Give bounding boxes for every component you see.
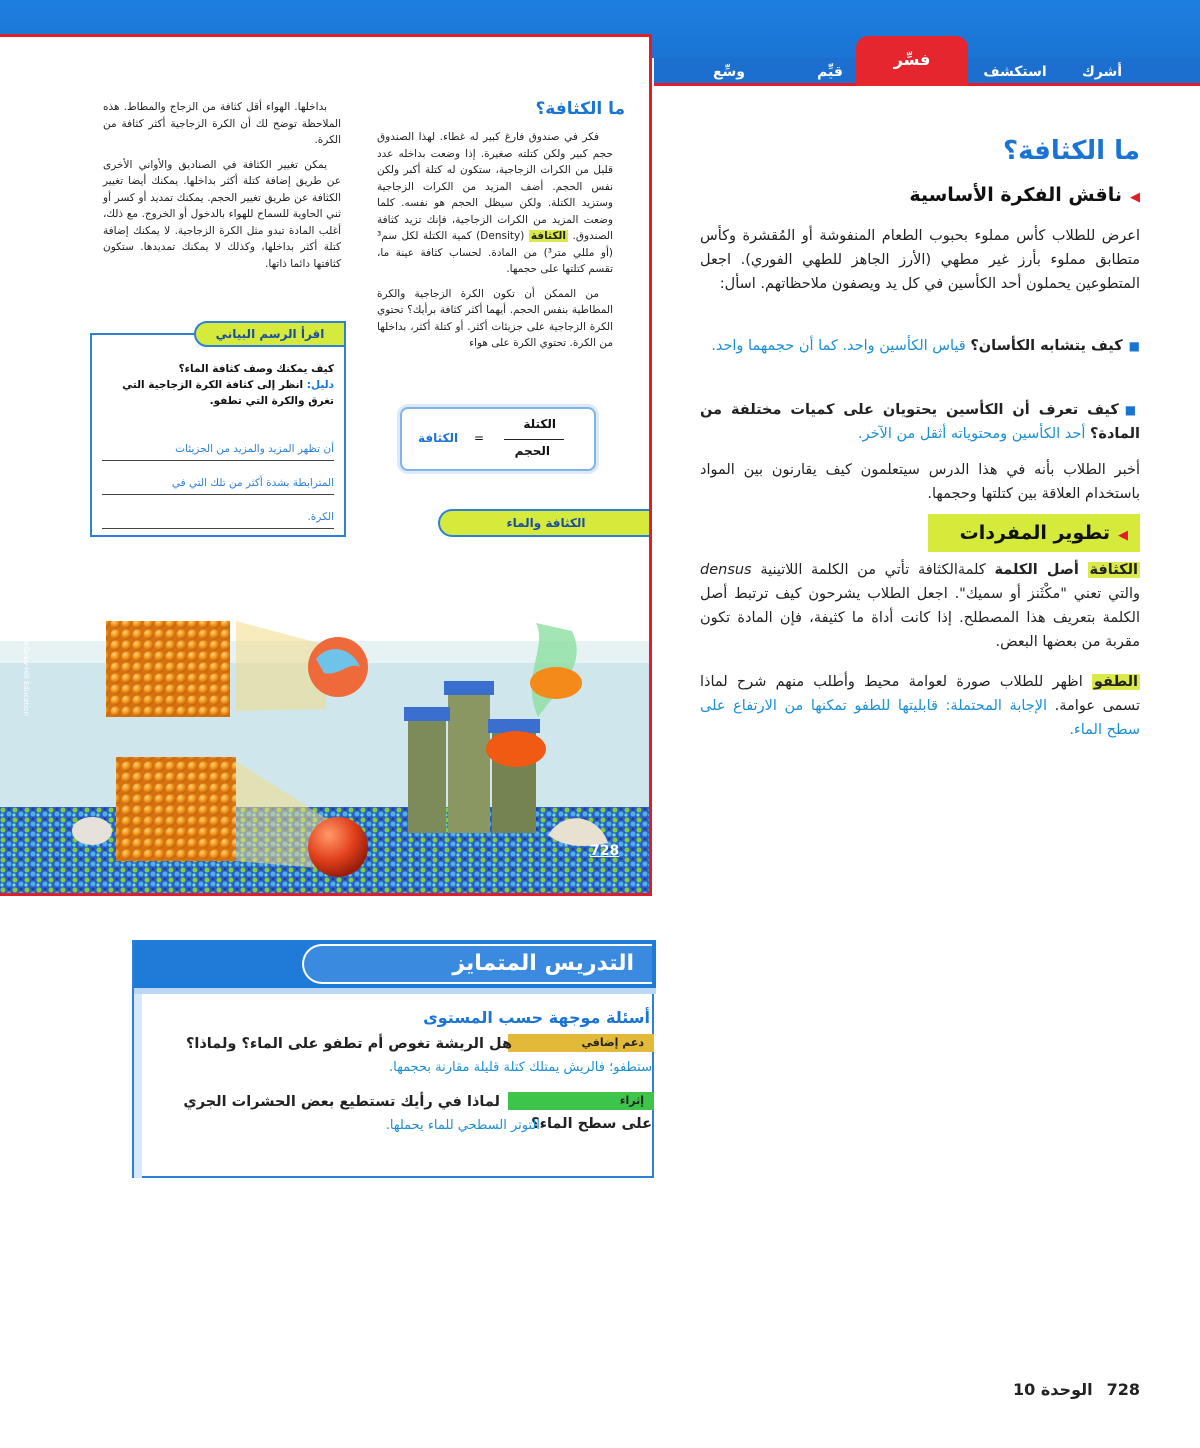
vocab-paragraph	[700, 558, 1140, 654]
answer-line-2: المترابطة بشدة أكثر من تلك التي في	[102, 477, 334, 495]
graph-hint-text: انظر إلى كثافة الكرة الزجاجية التي تغرق والكرة التي تطفو.	[122, 379, 334, 407]
density-formula	[400, 407, 596, 471]
triangle-marker-icon: ◀	[1118, 528, 1128, 543]
latin-word: densus	[700, 562, 752, 578]
di-strip	[134, 988, 656, 994]
density-intro-text: فكر في صندوق فارغ كبير له غطاء. لهذا الصندوق حجم كبير ولكن كتلته صغيرة. إذا وضعت بداخله عدد قليل من الكرات الزجاجية، ستكون له كتلة أكبر ولكن نفس الحجم. أضف المزيد من الكرات الزجاجية وستزيد الكتلة. ولكن سيظل الحجم هو نفسه. كلما وضعت المزيد من الكرات الزجاجية، فإنك تزيد كثافة الصندوق.	[377, 131, 613, 242]
tab-engage[interactable]: أشرك	[1081, 64, 1123, 80]
di-title: التدريس المتمايز	[302, 944, 652, 984]
castle-roof-left	[404, 707, 450, 721]
castle-tower-center	[448, 691, 490, 833]
vocab-text-1: كلمةالكثافة تأتي من الكلمة اللاتينية	[760, 562, 986, 578]
castle-roof-right	[488, 719, 540, 733]
student-page-number: 728	[590, 843, 620, 859]
page-footer	[1013, 1380, 1140, 1399]
di-answer-2: التوتر السطحي للماء يحملها.	[385, 1118, 540, 1133]
word-origin-label: أصل الكلمة	[994, 562, 1079, 578]
question-2	[700, 398, 1140, 446]
answer-1: قياس الكأسين واحد. كما أن حجمهما واحد.	[711, 338, 966, 354]
di-answer-1: ستطفو؛ فالريش يمتلك كتلة قليلة مقارنة بحجمها.	[389, 1060, 652, 1075]
vocab-term: الكثافة	[1089, 562, 1139, 578]
loose-particles-cube	[106, 621, 230, 717]
vocab-heading	[928, 514, 1140, 552]
buoyancy-paragraph	[700, 670, 1140, 742]
level-tag-support: دعم إضافي	[508, 1034, 654, 1052]
fraction-bar	[504, 439, 564, 440]
answer-line-1: أن تظهر المزيد والمزيد من الجزيئات	[102, 443, 334, 461]
answer-2: أحد الكأسين ومحتوياته أثقل من الآخر.	[857, 426, 1086, 442]
buoyancy-text: اظهر للطلاب صورة لعوامة محيط وأطلب منهم شرح لماذا تسمى عوامة.	[700, 674, 1141, 714]
dense-particles-cube	[116, 757, 236, 861]
student-page-title: ما الكثافة؟	[535, 99, 625, 119]
question-2-text: كيف تعرف أن الكأسين يحتويان على كميات مختلفة من المادة؟	[700, 402, 1140, 442]
level-tag-enrichment: إثراء	[508, 1092, 654, 1110]
castle-tower-left	[408, 715, 446, 833]
student-column-right	[377, 129, 613, 360]
triangle-marker-icon: ◀	[1130, 190, 1140, 205]
square-bullet-icon: ■	[1128, 339, 1140, 353]
footer-page-number: 728	[1106, 1380, 1140, 1399]
small-shell	[72, 817, 112, 845]
aquarium-figure	[0, 607, 649, 893]
tab-explain[interactable]: فسِّر	[856, 36, 968, 86]
changing-density-text: يمكن تغيير الكثافة في الصناديق والأواني الأخرى عن طريق إضافة كتلة أكثر بداخلها. يمكنك أيضا تغيير الكثافة عن طريق تغيير الحجم. يمكنك تمديد أو كسر أو ثني الحاوية للسماح للهواء بالدخول أو الخروج. مع ذلك، أغلب المادة تبدو مثل الكرة الزجاجية. لا يمكنك إضافة كتلة أكثر بداخلها، وكذلك لا يمكنك تمديدها. ستكون كثافتها دائما ذاتها.	[103, 158, 341, 270]
square-bullet-icon: ■	[1124, 403, 1140, 417]
buoyancy-answer: الإجابة المحتملة: قابليتها للطفو تمكنها من الارتفاع على سطح الماء.	[700, 698, 1140, 738]
density-term: الكثافة	[530, 230, 566, 242]
sunken-ball	[308, 817, 368, 877]
goldfish-top	[530, 667, 582, 699]
discuss-heading-text: ناقش الفكرة الأساسية	[909, 184, 1122, 206]
di-subtitle: أسئلة موجهة حسب المستوى	[423, 1008, 650, 1027]
buoyancy-term: الطفو	[1093, 674, 1138, 690]
answer-line-3: الكرة.	[102, 511, 334, 529]
tab-explore[interactable]: استكشف	[983, 64, 1047, 80]
formula-equals: =	[474, 431, 485, 445]
di-question-2a: لماذا في رأيك تستطيع بعض الحشرات الجري	[183, 1094, 500, 1110]
di-question-2b: على سطح الماء؟	[531, 1116, 652, 1132]
question-1	[700, 334, 1140, 358]
marble-comparison-text: من الممكن أن تكون الكرة الزجاجية والكرة المطاطية بنفس الحجم. أيهما أكثر كثافة برأيك؟ تحتوي الكرة الزجاجية على جزيئات أكثر. أو كتلة أكثر، بداخلها من الكرة. تحتوي الكرة على هواء	[377, 287, 613, 349]
density-definition: (Density) كمية الكتلة لكل سم³ (أو مللي متر³) من المادة. لحساب كثافة عينة ما، تقسم كتلتها على حجمها.	[377, 230, 613, 275]
photo-credit: McGraw-Hill Education	[22, 637, 30, 716]
figure-banner: الكثافة والماء	[438, 509, 649, 537]
formula-density: الكثافة	[418, 431, 459, 445]
graph-question	[102, 361, 334, 409]
castle-roof-center	[444, 681, 494, 695]
graph-hint-label: دليل:	[306, 379, 334, 391]
teacher-title: ما الكثافة؟	[1003, 136, 1140, 166]
tell-students-text: أخبر الطلاب بأنه في هذا الدرس سيتعلمون كيف يقارنون بين المواد باستخدام العلاقة بين كتلتها وحجمها.	[700, 462, 1140, 502]
vocab-heading-text: تطوير المفردات	[959, 522, 1110, 544]
di-side-bar	[134, 994, 142, 1178]
read-graph-heading: اقرأ الرسم البياني	[194, 321, 346, 347]
student-column-left	[103, 99, 341, 280]
footer-unit: الوحدة 10	[1013, 1380, 1093, 1399]
differentiated-instruction-box	[132, 940, 654, 1178]
graph-question-text: كيف يمكنك وصف كثافة الماء؟	[178, 363, 334, 375]
goldfish-middle	[486, 731, 546, 767]
di-question-1: هل الريشة تغوص أم تطفو على الماء؟ ولماذا؟	[185, 1036, 512, 1052]
read-graph-box	[90, 327, 346, 537]
student-page-thumbnail	[0, 34, 652, 896]
air-density-text: بداخلها. الهواء أقل كثافة من الزجاج والمطاط. هذه الملاحظة توضح لك أن الكرة الزجاجية أكثر كثافة من الكرة.	[103, 101, 341, 146]
tab-evaluate[interactable]: قيِّم	[817, 64, 843, 80]
discuss-heading	[700, 184, 1140, 206]
vocab-text-2: والتي تعني "مكْثَنز أو سميك". اجعل الطلاب يشرحون كيف ترتبط أصل الكلمة بتعريف هذا المصطلح. إذا كانت أداة ما كثيفة، فإن المادة تكون مقربة من بعضها البعض.	[700, 586, 1140, 650]
formula-mass: الكتلة	[523, 417, 556, 431]
question-1-text: كيف يتشابه الكأسان؟	[970, 338, 1123, 354]
formula-volume: الحجم	[514, 444, 550, 458]
tab-extend[interactable]: وسِّع	[712, 64, 746, 80]
discuss-text: اعرض للطلاب كأس مملوء بحبوب الطعام المنفوشة أو المُقشرة وكأس متطابق مملوء بأرز غير مطهي (الأرز الجاهز للطهي الفوري). اجعل المتطوعين يحملون أحد الكأسين في كل يد ويصفون ملاحظاتهم. اسأل:	[700, 228, 1140, 292]
